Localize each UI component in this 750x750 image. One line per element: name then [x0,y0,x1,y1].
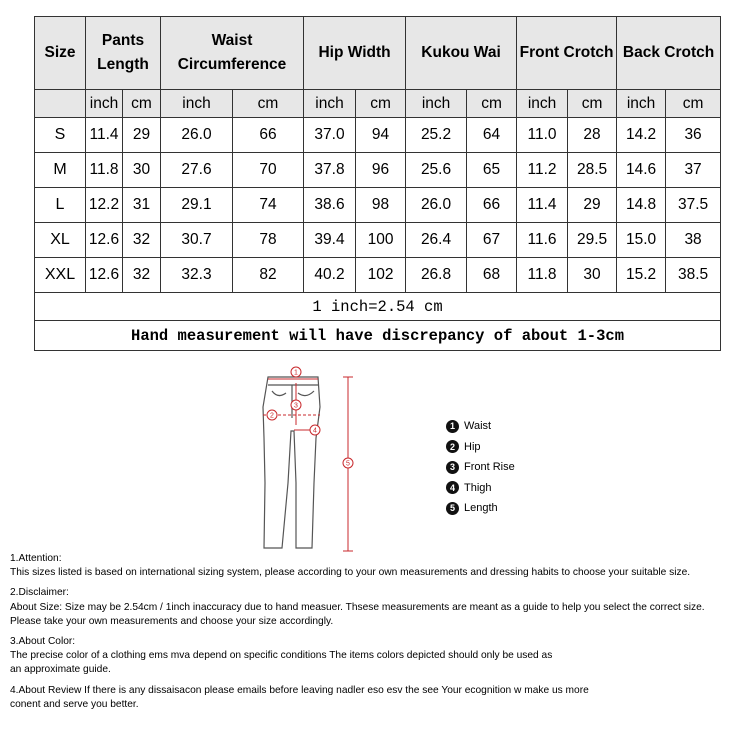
note-body-line: conent and serve you better. [10,698,139,710]
note-paragraph [10,635,745,678]
pants-measurement-diagram [258,363,368,558]
discrepancy-row [35,321,721,351]
marker-5-label: 5 [346,460,350,468]
value-cell: 28.5 [568,153,617,188]
value-cell: 27.6 [161,153,233,188]
header-pants-length: Pants Length [86,17,161,90]
size-chart-table [34,16,721,351]
note-body-line: About Size: Size may be 2.54cm / 1inch inaccuracy due to hand measuer. Thsese measurements are meant as a guide to help you select the correct size. [10,601,705,613]
value-cell: 12.2 [86,188,123,223]
value-cell: 64 [467,118,517,153]
value-cell: 15.2 [617,258,666,293]
unit-cell: cm [356,90,406,118]
header-hip: Hip Width [304,17,406,90]
legend-label: Hip [464,440,481,453]
legend-item [446,416,515,437]
header-front-crotch: Front Crotch [517,17,617,90]
header-row [35,17,721,90]
value-cell: 40.2 [304,258,356,293]
units-row [35,90,721,118]
legend-item [446,498,515,519]
legend-number-icon: 4 [446,481,459,494]
value-cell: 12.6 [86,223,123,258]
value-cell: 32 [123,258,161,293]
value-cell: 30 [123,153,161,188]
value-cell: 32.3 [161,258,233,293]
size-cell: XXL [35,258,86,293]
table-row [35,223,721,258]
header-waist: Waist Circumference [161,17,304,90]
value-cell: 11.8 [86,153,123,188]
note-title: 2.Disclaimer: [10,587,69,599]
legend-item [446,478,515,499]
value-cell: 29.5 [568,223,617,258]
note-body-line: Please take your own measurements and choose your size accordingly. [10,615,334,627]
value-cell: 14.2 [617,118,666,153]
header-size: Size [35,17,86,90]
note-title: 4.About Review If there is any dissaisacon please emails before leaving nadler eso esv the see Your ecognition w make us more [10,684,589,696]
value-cell: 28 [568,118,617,153]
unit-cell: cm [568,90,617,118]
value-cell: 37.0 [304,118,356,153]
value-cell: 70 [233,153,304,188]
value-cell: 29 [123,118,161,153]
value-cell: 78 [233,223,304,258]
conversion-row [35,293,721,321]
unit-cell: cm [233,90,304,118]
legend-number-icon: 2 [446,440,459,453]
value-cell: 82 [233,258,304,293]
value-cell: 29.1 [161,188,233,223]
value-cell: 102 [356,258,406,293]
value-cell: 66 [233,118,304,153]
value-cell: 38.6 [304,188,356,223]
value-cell: 11.4 [517,188,568,223]
legend-number-icon: 3 [446,461,459,474]
unit-cell: inch [406,90,467,118]
value-cell: 39.4 [304,223,356,258]
unit-cell: inch [86,90,123,118]
header-kukou-wai: Kukou Wai [406,17,517,90]
value-cell: 26.0 [161,118,233,153]
value-cell: 11.6 [517,223,568,258]
note-body-line: This sizes listed is based on international sizing system, please according to your own measurements and dressing habits to choose your suitable size. [10,567,691,579]
value-cell: 11.0 [517,118,568,153]
unit-cell: cm [467,90,517,118]
value-cell: 30.7 [161,223,233,258]
marker-3-label: 3 [294,402,298,410]
legend-label: Length [464,502,498,515]
table-row [35,118,721,153]
value-cell: 26.0 [406,188,467,223]
value-cell: 32 [123,223,161,258]
value-cell: 15.0 [617,223,666,258]
size-cell: XL [35,223,86,258]
note-paragraph [10,684,745,712]
legend-item [446,457,515,478]
value-cell: 37.8 [304,153,356,188]
legend-number-icon: 5 [446,502,459,515]
note-title: 3.About Color: [10,636,76,648]
note-paragraph [10,586,745,629]
note-body-line: an approximate guide. [10,664,111,676]
value-cell: 26.8 [406,258,467,293]
legend-label: Thigh [464,481,492,494]
table-row [35,153,721,188]
value-cell: 94 [356,118,406,153]
value-cell: 67 [467,223,517,258]
value-cell: 11.2 [517,153,568,188]
legend-label: Front Rise [464,461,515,474]
value-cell: 96 [356,153,406,188]
diagram-legend [446,416,515,519]
discrepancy-note: Hand measurement will have discrepancy of about 1-3cm [35,321,721,351]
notes-section [10,552,745,718]
header-back-crotch: Back Crotch [617,17,721,90]
size-cell: M [35,153,86,188]
note-paragraph [10,552,745,580]
marker-2-label: 2 [270,412,274,420]
conversion-note: 1 inch=2.54 cm [35,293,721,321]
value-cell: 29 [568,188,617,223]
marker-4-label: 4 [313,427,317,435]
value-cell: 37 [666,153,721,188]
value-cell: 11.8 [517,258,568,293]
value-cell: 31 [123,188,161,223]
size-cell: L [35,188,86,223]
value-cell: 38 [666,223,721,258]
unit-cell: inch [517,90,568,118]
unit-cell: inch [161,90,233,118]
value-cell: 74 [233,188,304,223]
legend-number-icon: 1 [446,420,459,433]
unit-cell: inch [304,90,356,118]
value-cell: 30 [568,258,617,293]
value-cell: 14.8 [617,188,666,223]
value-cell: 98 [356,188,406,223]
unit-cell: cm [123,90,161,118]
value-cell: 11.4 [86,118,123,153]
unit-cell: cm [666,90,721,118]
units-blank-cell [35,90,86,118]
note-body-line: The precise color of a clothing ems mva depend on specific conditions The items colors depicted should only be used as [10,650,553,662]
table-row [35,258,721,293]
value-cell: 37.5 [666,188,721,223]
table-row [35,188,721,223]
legend-label: Waist [464,420,492,433]
value-cell: 65 [467,153,517,188]
value-cell: 38.5 [666,258,721,293]
value-cell: 14.6 [617,153,666,188]
value-cell: 25.6 [406,153,467,188]
legend-item [446,437,515,458]
value-cell: 12.6 [86,258,123,293]
marker-1-label: 1 [294,369,298,377]
value-cell: 68 [467,258,517,293]
unit-cell: inch [617,90,666,118]
value-cell: 36 [666,118,721,153]
value-cell: 26.4 [406,223,467,258]
value-cell: 25.2 [406,118,467,153]
value-cell: 100 [356,223,406,258]
size-cell: S [35,118,86,153]
note-title: 1.Attention: [10,553,62,564]
value-cell: 66 [467,188,517,223]
